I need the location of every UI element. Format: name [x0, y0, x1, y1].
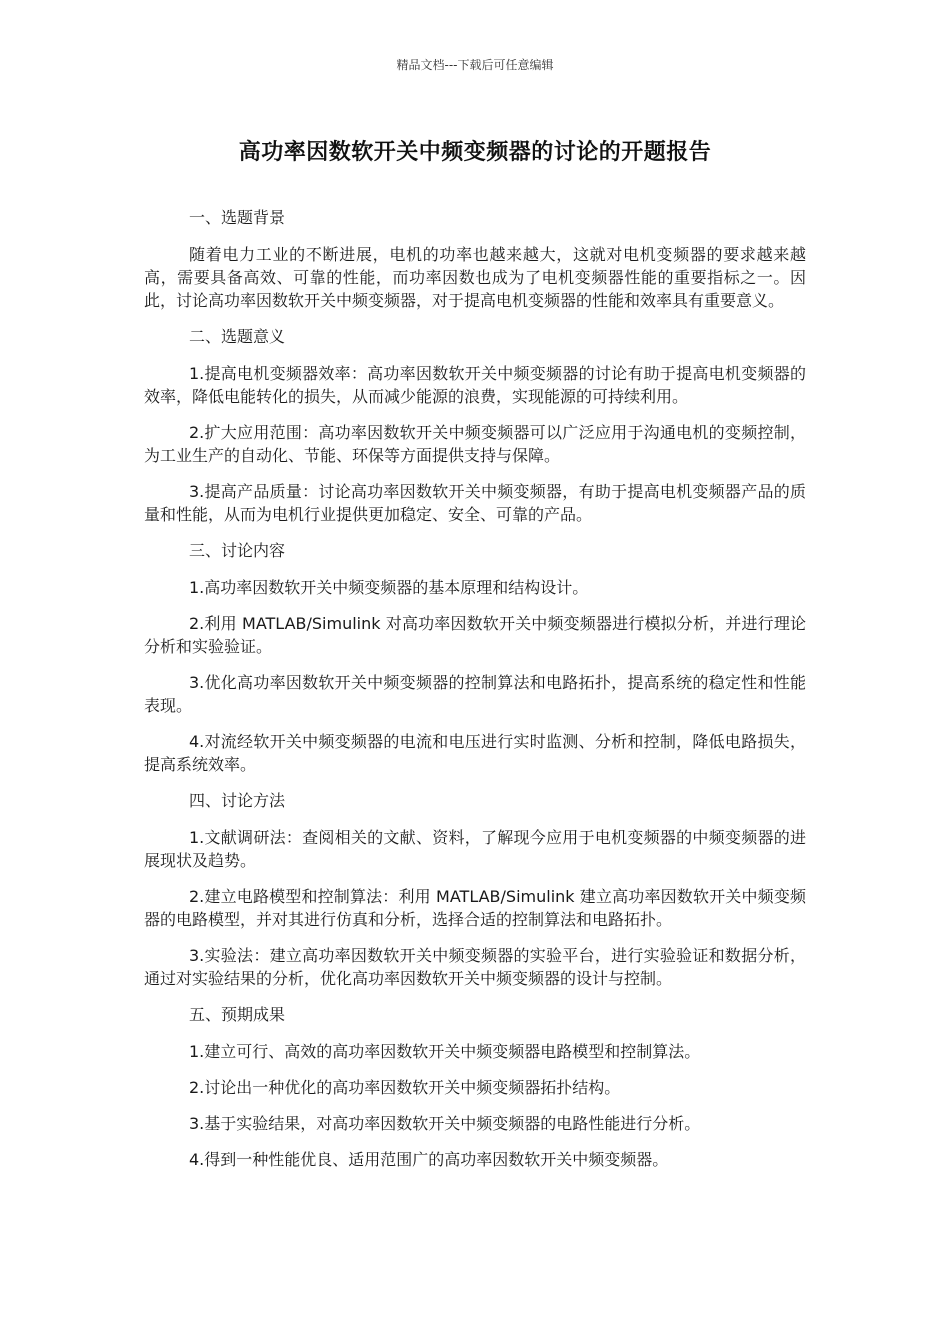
- document-body: [144, 206, 806, 1184]
- paragraph: 3.基于实验结果，对高功率因数软开关中频变频器的电路性能进行分析。: [189, 1114, 701, 1133]
- paragraph: 1.文献调研法：查阅相关的文献、资料，了解现今应用于电机变频器的中频变频器的进展现状及趋势。: [144, 828, 806, 870]
- paragraph: 2.扩大应用范围：高功率因数软开关中频变频器可以广泛应用于沟通电机的变频控制，为工业生产的自动化、节能、环保等方面提供支持与保障。: [144, 423, 806, 465]
- paragraph: 2.建立电路模型和控制算法：利用 MATLAB/Simulink 建立高功率因数软开关中频变频器的电路模型，并对其进行仿真和分析，选择合适的控制算法和电路拓扑。: [144, 887, 806, 929]
- paragraph: 3.优化高功率因数软开关中频变频器的控制算法和电路拓扑，提高系统的稳定性和性能表现。: [144, 673, 806, 715]
- paragraph: 1.高功率因数软开关中频变频器的基本原理和结构设计。: [189, 578, 589, 597]
- section-content: [144, 539, 806, 776]
- section-heading: 一、选题背景: [189, 208, 286, 227]
- section-background: [144, 206, 806, 312]
- paragraph: 3.实验法：建立高功率因数软开关中频变频器的实验平台，进行实验验证和数据分析，通过对实验结果的分析，优化高功率因数软开关中频变频器的设计与控制。: [144, 946, 806, 988]
- paragraph: 1.建立可行、高效的高功率因数软开关中频变频器电路模型和控制算法。: [189, 1042, 701, 1061]
- section-heading: 五、预期成果: [189, 1005, 286, 1024]
- section-heading: 三、讨论内容: [189, 541, 286, 560]
- section-methods: [144, 789, 806, 990]
- paragraph: 2.利用 MATLAB/Simulink 对高功率因数软开关中频变频器进行模拟分析，并进行理论分析和实验验证。: [144, 614, 806, 656]
- section-expected-results: [144, 1003, 806, 1171]
- paragraph: 1.提高电机变频器效率：高功率因数软开关中频变频器的讨论有助于提高电机变频器的效率，降低电能转化的损失，从而减少能源的浪费，实现能源的可持续利用。: [144, 364, 806, 406]
- paragraph: 4.得到一种性能优良、适用范围广的高功率因数软开关中频变频器。: [189, 1150, 669, 1169]
- document-title: 高功率因数软开关中频变频器的讨论的开题报告: [238, 140, 712, 165]
- section-heading: 四、讨论方法: [189, 791, 286, 810]
- section-significance: [144, 325, 806, 526]
- section-heading: 二、选题意义: [189, 327, 286, 346]
- paragraph: 3.提高产品质量：讨论高功率因数软开关中频变频器，有助于提高电机变频器产品的质量和性能，从而为电机行业提供更加稳定、安全、可靠的产品。: [144, 482, 806, 524]
- paragraph: 随着电力工业的不断进展，电机的功率也越来越大，这就对电机变频器的要求越来越高，需要具备高效、可靠的性能，而功率因数也成为了电机变频器性能的重要指标之一。因此，讨论高功率因数软开关中频变频器，对于提高电机变频器的性能和效率具有重要意义。: [144, 245, 806, 310]
- page-header: 精品文档---下载后可任意编辑: [396, 58, 554, 72]
- paragraph: 4.对流经软开关中频变频器的电流和电压进行实时监测、分析和控制，降低电路损失，提高系统效率。: [144, 732, 806, 774]
- paragraph: 2.讨论出一种优化的高功率因数软开关中频变频器拓扑结构。: [189, 1078, 621, 1097]
